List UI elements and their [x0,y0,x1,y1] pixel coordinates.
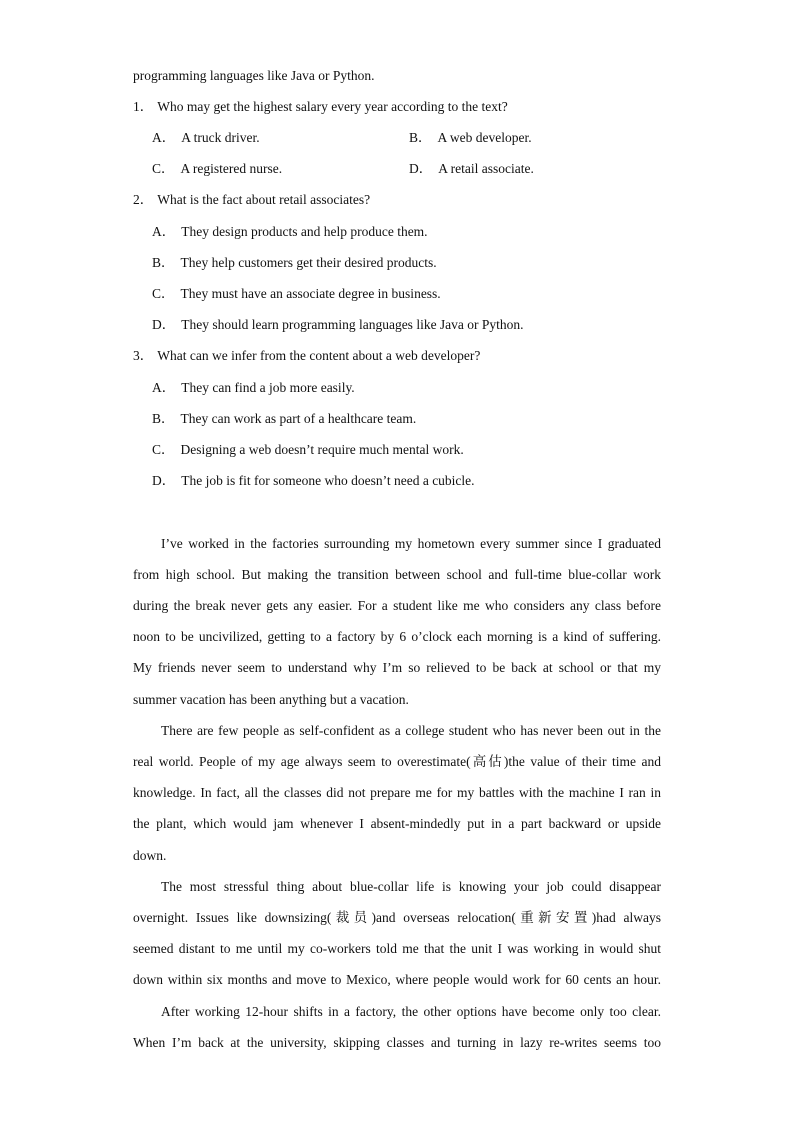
question-text: What is the fact about retail associates? [157,192,371,207]
question-text: What can we infer from the content about a web developer? [157,348,481,363]
paragraph-3-line: The most stressful thing about blue-collar life is knowing your job could disappear [161,879,661,894]
option-letter: D． [409,161,433,176]
paragraph-3-line: overnight. Issues like downsizing(裁员)and overseas relocation(重新安置)had always [133,910,661,925]
option-letter: C． [152,286,175,301]
paragraph-3-line: down within six months and move to Mexico, where people would work for 60 cents an hour. [133,972,661,987]
option-letter: C． [152,442,175,457]
paragraph-3-line: seemed distant to me until my co-workers told me that the unit I was working in would shut [133,941,661,956]
paragraph-1-line: My friends never seem to understand why I’m so relieved to be back at school or that my [133,660,661,675]
option-letter: B． [409,130,432,145]
option-text: They must have an associate degree in business. [180,286,441,301]
paragraph-2-line: the plant, which would jam whenever I absent-mindedly put in a part backward or upside [133,816,661,831]
question-2-option-b[interactable] [152,255,437,271]
question-1-option-c[interactable] [152,161,282,177]
question-text: Who may get the highest salary every year according to the text? [157,99,508,114]
paragraph-1-line: from high school. But making the transition between school and full-time blue-collar work [133,567,661,582]
paragraph-4-line: When I’m back at the university, skipping classes and turning in lazy re-writes seems too [133,1035,661,1050]
paragraph-2-line: real world. People of my age always seem to overestimate(高估)the value of their time and [133,754,661,769]
option-letter: B． [152,411,175,426]
option-letter: A． [152,224,176,239]
paragraph-1-line: during the break never gets any easier. For a student like me who considers any class before [133,598,661,613]
question-number: 2． [133,192,154,207]
question-2-option-d[interactable] [152,317,524,333]
question-3-option-c[interactable] [152,442,464,458]
option-text: A web developer. [437,130,532,145]
option-text: They help customers get their desired products. [180,255,437,270]
question-3-option-d[interactable] [152,473,475,489]
question-3-stem [133,348,480,364]
option-letter: D． [152,317,176,332]
paragraph-4-line: After working 12-hour shifts in a factory, the other options have become only too clear. [161,1004,661,1019]
question-number: 3． [133,348,154,363]
option-text: They can work as part of a healthcare team. [180,411,417,426]
option-text: A registered nurse. [180,161,283,176]
question-1-option-a[interactable] [152,130,260,146]
question-1-option-d[interactable] [409,161,534,177]
option-text: Designing a web doesn’t require much mental work. [180,442,464,457]
question-1-stem [133,99,508,115]
question-number: 1． [133,99,154,114]
question-3-option-a[interactable] [152,380,355,396]
option-text: A retail associate. [438,161,534,176]
option-letter: A． [152,380,176,395]
option-letter: D． [152,473,176,488]
passage-tail-line: programming languages like Java or Python. [133,68,375,83]
option-text: The job is fit for someone who doesn’t need a cubicle. [181,473,475,488]
paragraph-1-line: I’ve worked in the factories surrounding my hometown every summer since I graduated [161,536,661,551]
paragraph-1-line: noon to be uncivilized, getting to a factory by 6 o’clock each morning is a kind of suffering. [133,629,661,644]
paragraph-2-line: There are few people as self-confident as a college student who has never been out in the [161,723,661,738]
option-letter: B． [152,255,175,270]
question-2-option-c[interactable] [152,286,441,302]
paragraph-1-line: summer vacation has been anything but a vacation. [133,692,409,707]
question-2-option-a[interactable] [152,224,428,240]
option-letter: A． [152,130,176,145]
option-text: They design products and help produce them. [181,224,428,239]
paragraph-2-line: knowledge. In fact, all the classes did not prepare me for my battles with the machine I ran in [133,785,661,800]
option-text: They should learn programming languages like Java or Python. [181,317,524,332]
question-1-option-b[interactable] [409,130,532,146]
question-2-stem [133,192,370,208]
paragraph-2-line: down. [133,848,167,863]
option-letter: C． [152,161,175,176]
option-text: A truck driver. [181,130,260,145]
question-3-option-b[interactable] [152,411,416,427]
option-text: They can find a job more easily. [181,380,355,395]
